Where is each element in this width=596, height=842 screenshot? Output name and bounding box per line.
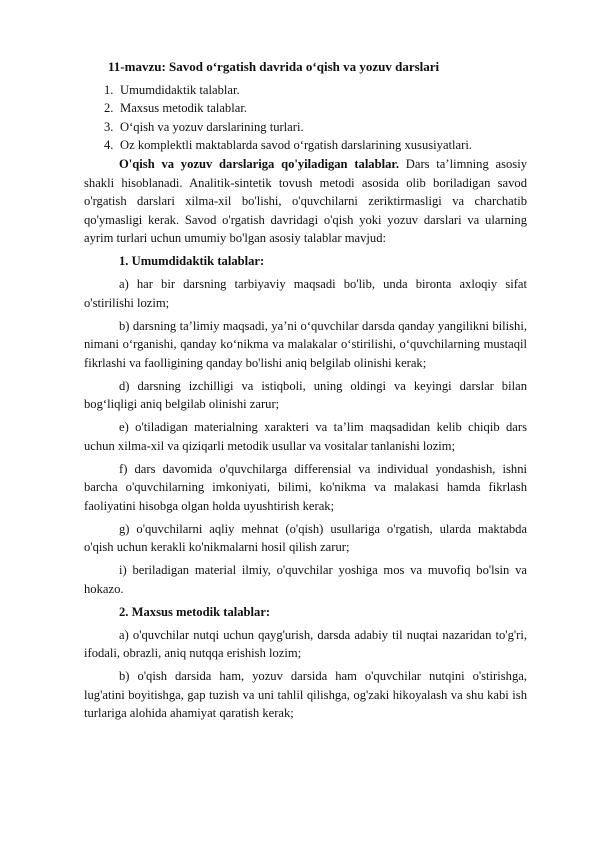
paragraph: d) darsning izchilligi va istiqboli, uning oldingi va keyingi darslar bilan bog‘liqligi aniq belgilab olinishi zarur; <box>84 378 527 412</box>
intro-text: Dars ta’limning asosiy shakli hisoblanadi. Analitik-sintetik tovush metodi asosida olib boriladigan savod o'rgatish darslari xilma-xil bo'lishi, o'quvchilarni zeriktirmasligi va charchatib qo'ymasligi kerak. Savod o'rgatish davridagi o'qish yoki yozuv darslari va ularning ayrim turlari uchun umumiy bo'lgan asosiy talablar mavjud: <box>84 156 527 246</box>
outline-item: 4. Oz komplektli maktablarda savod o‘rgatish darslarining xususiyatlari. <box>104 138 472 153</box>
section-heading-general: 1. Umumdidaktik talablar: <box>119 254 265 269</box>
lesson-title: 11-mavzu: Savod o‘rgatish davrida o‘qish va yozuv darslari <box>108 59 440 74</box>
paragraph: i) beriladigan material ilmiy, o'quvchilar yoshiga mos va muvofiq bo'lsin va hokazo. <box>84 563 527 596</box>
outline-item: 3. O‘qish va yozuv darslarining turlari. <box>104 119 304 134</box>
paragraph: g) o'quvchilarni aqliy mehnat (o'qish) usullariga o'rgatish, ularda maktabda o'qish uchun kerakli ko'nikmalarni hosil qilish zarur; <box>84 521 527 555</box>
intro-lead: O'qish va yozuv darslariga qo'yiladigan talablar. <box>119 156 399 171</box>
outline-item: 1. Umumdidaktik talablar. <box>104 82 240 97</box>
paragraph: f) dars davomida o'quvchilarga differensial va individual yondashish, ishni barcha o'quvchilarning imkoniyati, bilimi, ko'nikma va malakasi hamda fikrlash faoliyatini hisobga olgan holda uyushtirish kerak; <box>84 461 527 513</box>
intro-paragraph <box>84 155 527 248</box>
document-page <box>84 58 527 727</box>
paragraph: a) har bir darsning tarbiyaviy maqsadi bo'lib, unda bironta axloqiy sifat o'stirilishi lozim; <box>84 277 527 310</box>
paragraph: b) darsning ta’limiy maqsadi, ya’ni o‘quvchilar darsda qanday yangilikni bilishi, nimani o‘rganishi, qanday ko‘nikma va malakalar o‘stirilishi, o‘quvchilarning mustaqil fikrlashi va faolligining qanday bo'lishi aniq belgilab olinishi kerak; <box>84 318 527 370</box>
paragraph: e) o'tiladigan materialning xarakteri va ta’lim maqsadidan kelib chiqib dars uchun xilma-xil va qiziqarli metodik usullar va vositalar tanlanishi lozim; <box>84 420 527 453</box>
outline-item: 2. Maxsus metodik talablar. <box>104 101 247 116</box>
paragraph: b) o'qish darsida ham, yozuv darsida ham o'quvchilar nutqini o'stirishga, lug'atini boyitishga, gap tuzish va uni tahlil qilishga, og'zaki hikoyalash va shu kabi ish turlariga alohida ahamiyat qaratish kerak; <box>84 669 527 721</box>
paragraph: a) o'quvchilar nutqi uchun qayg'urish, darsda adabiy til nuqtai nazaridan to'g'ri, ifodali, obrazli, aniq nutqqa erishish lozim; <box>84 627 527 661</box>
outline-list <box>84 81 527 155</box>
section-heading-methodical: 2. Maxsus metodik talablar: <box>119 604 271 619</box>
